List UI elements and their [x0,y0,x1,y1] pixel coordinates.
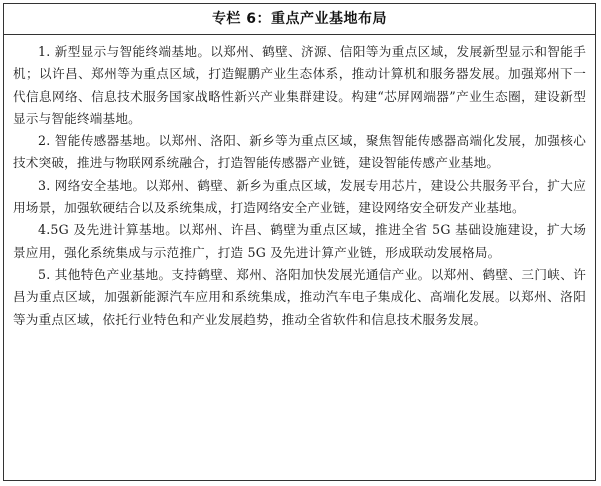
item-new-display-terminal-base: 1. 新型显示与智能终端基地。以郑州、鹤壁、济源、信阳等为重点区域，发展新型显示和智能手机；以许昌、郑州等为重点区域，打造鲲鹏产业生态体系，推动计算机和服务器发展。加强郑州下一代信息网络、信息技术服务国家战略性新兴产业集群建设。构建“芯屏网端器”产业生态圈，建设新型显示与智能终端基地。 [13,44,586,126]
item-smart-sensor-base: 2. 智能传感器基地。以郑州、洛阳、新乡等为重点区域，聚焦智能传感器高端化发展，加强核心技术突破，推进与物联网系统融合，打造智能传感器产业链，建设智能传感产业基地。 [13,133,586,171]
item-5g-computing-base: 4.5G 及先进计算基地。以郑州、许昌、鹤壁为重点区域，推进全省 5G 基础设施建设，扩大场景应用，强化系统集成与示范推广，打造 5G 及先进计算产业链，形成联动发展格局。 [13,222,586,260]
column-panel [3,3,596,481]
item-network-security-base: 3. 网络安全基地。以郑州、鹤壁、新乡为重点区域，发展专用芯片，建设公共服务平台，扩大应用场景，加强软硬结合以及系统集成，打造网络安全产业链，建设网络安全研发产业基地。 [13,177,586,216]
item-other-featured-base: 5. 其他特色产业基地。支持鹤壁、郑州、洛阳加快发展光通信产业。以郑州、鹤壁、三门峡、许昌为重点区域，加强新能源汽车应用和系统集成，推动汽车电子集成化、高端化发展。以郑州、洛阳等为重点区域，依托行业特色和产业发展趋势，推动全省软件和信息技术服务发展。 [13,266,586,327]
column-body [4,35,595,331]
column-title: 专栏 6：重点产业基地布局 [4,4,595,35]
